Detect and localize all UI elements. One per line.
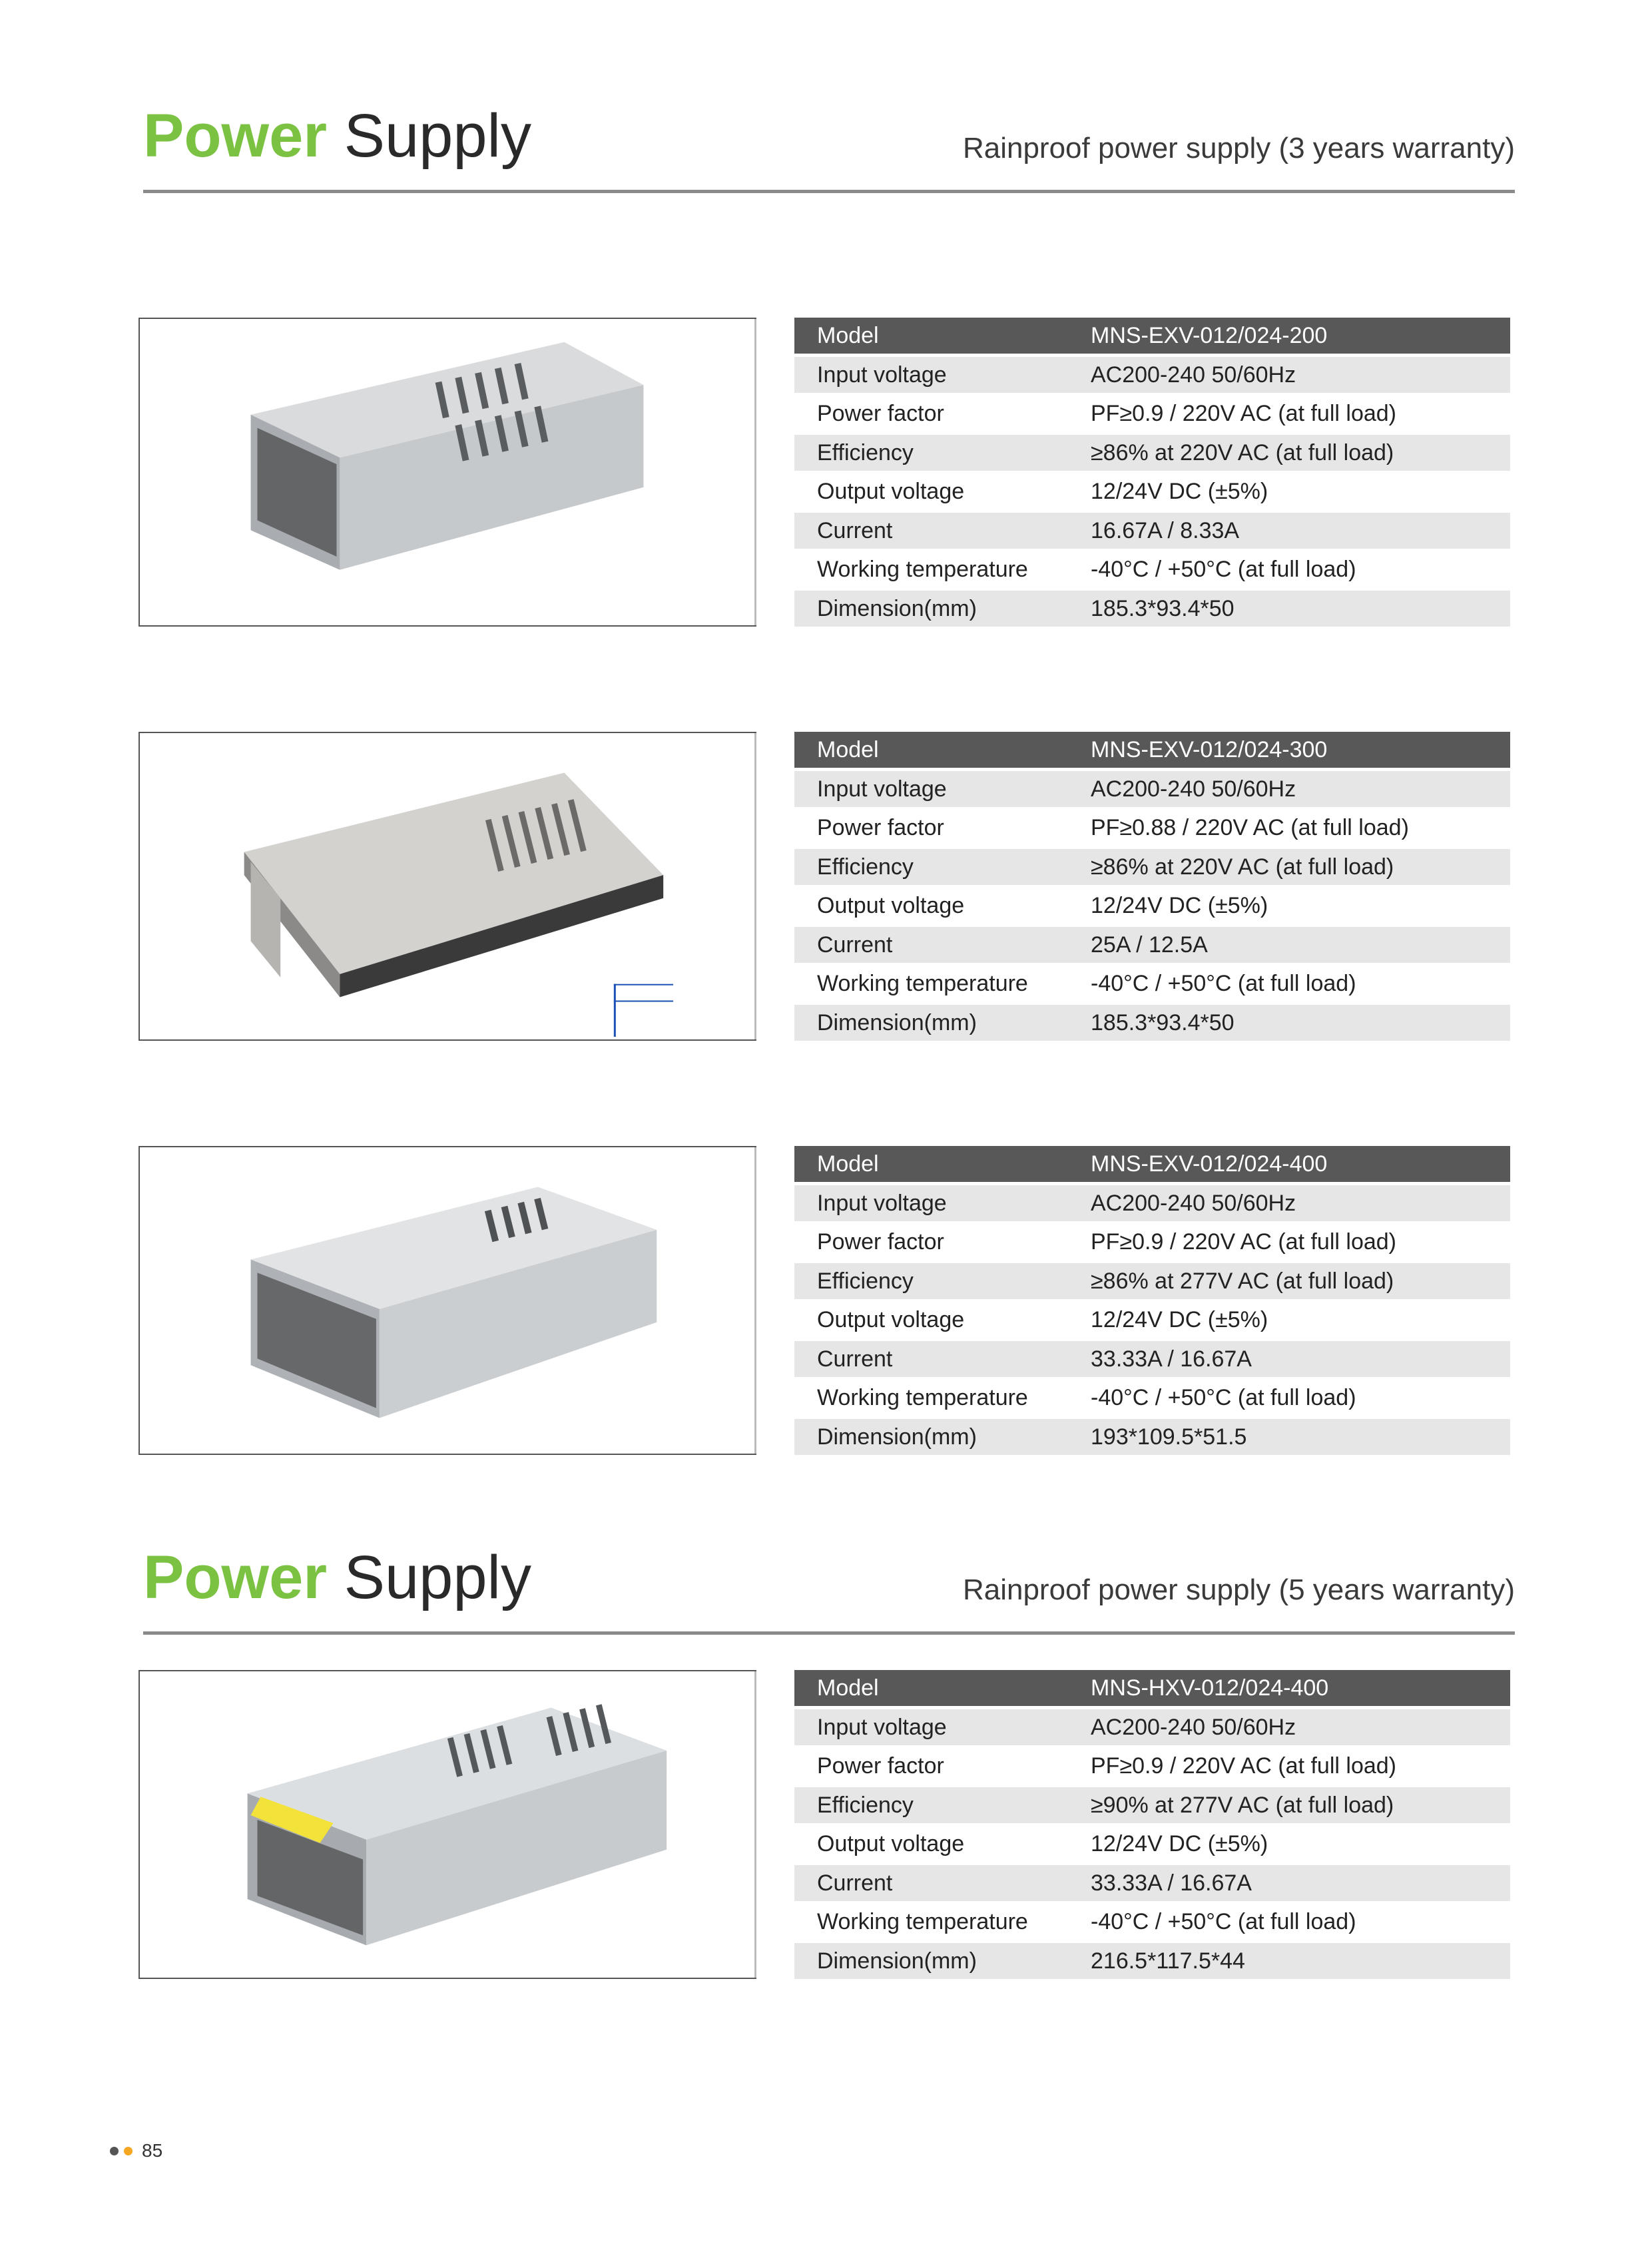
spec-row	[794, 591, 1510, 630]
spec-value: ≥86% at 220V AC (at full load)	[1091, 435, 1510, 471]
spec-row	[794, 1419, 1510, 1458]
spec-row	[794, 1943, 1510, 1982]
spec-row	[794, 888, 1510, 927]
spec-value: PF≥0.9 / 220V AC (at full load)	[1091, 396, 1510, 431]
spec-label: Working temperature	[794, 1904, 1091, 1940]
spec-value: 12/24V DC (±5%)	[1091, 1302, 1510, 1338]
power-supply-image	[140, 1671, 756, 1978]
spec-row	[794, 771, 1510, 810]
spec-row	[794, 966, 1510, 1005]
spec-label: Output voltage	[794, 1826, 1091, 1862]
spec-label: Model	[794, 1670, 1091, 1706]
spec-row	[794, 927, 1510, 966]
product-photo-frame	[138, 732, 756, 1041]
spec-value: PF≥0.9 / 220V AC (at full load)	[1091, 1224, 1510, 1260]
spec-label: Model	[794, 1146, 1091, 1182]
spec-label: Current	[794, 1865, 1091, 1901]
power-supply-image	[140, 1147, 756, 1454]
spec-value: 25A / 12.5A	[1091, 927, 1510, 963]
spec-label: Power factor	[794, 1224, 1091, 1260]
spec-row	[794, 1826, 1510, 1865]
footer-dot-icon	[124, 2147, 133, 2155]
spec-label: Dimension(mm)	[794, 591, 1091, 627]
spec-value: ≥90% at 277V AC (at full load)	[1091, 1787, 1510, 1823]
spec-label: Output voltage	[794, 1302, 1091, 1338]
spec-table	[794, 732, 1510, 1043]
spec-row	[794, 1263, 1510, 1302]
spec-value: -40°C / +50°C (at full load)	[1091, 1904, 1510, 1940]
spec-row	[794, 1670, 1510, 1709]
spec-row	[794, 849, 1510, 888]
spec-label: Working temperature	[794, 551, 1091, 587]
title-rest: Supply	[344, 102, 531, 170]
spec-value: -40°C / +50°C (at full load)	[1091, 551, 1510, 587]
product-card-300	[138, 732, 1510, 1045]
spec-label: Dimension(mm)	[794, 1943, 1091, 1979]
spec-row	[794, 1224, 1510, 1263]
spec-row	[794, 1748, 1510, 1787]
title-rest: Supply	[344, 1543, 531, 1611]
spec-label: Model	[794, 732, 1091, 768]
spec-label: Efficiency	[794, 849, 1091, 885]
title-accent: Power	[143, 102, 328, 170]
spec-row	[794, 1787, 1510, 1826]
product-card-400	[138, 1146, 1510, 1459]
spec-value: ≥86% at 277V AC (at full load)	[1091, 1263, 1510, 1299]
spec-row	[794, 1185, 1510, 1225]
spec-label: Input voltage	[794, 1709, 1091, 1745]
spec-value: 193*109.5*51.5	[1091, 1419, 1510, 1455]
spec-label: Input voltage	[794, 771, 1091, 807]
section-header-3yr	[143, 93, 1515, 193]
spec-value: 12/24V DC (±5%)	[1091, 1826, 1510, 1862]
spec-row	[794, 1904, 1510, 1943]
spec-label: Working temperature	[794, 1380, 1091, 1416]
spec-label: Dimension(mm)	[794, 1005, 1091, 1041]
spec-label: Output voltage	[794, 473, 1091, 509]
page-number: 85	[142, 2140, 163, 2161]
spec-row	[794, 1302, 1510, 1341]
spec-value: 216.5*117.5*44	[1091, 1943, 1510, 1979]
spec-row	[794, 396, 1510, 435]
spec-label: Dimension(mm)	[794, 1419, 1091, 1455]
spec-value: AC200-240 50/60Hz	[1091, 1185, 1510, 1221]
spec-value: 33.33A / 16.67A	[1091, 1865, 1510, 1901]
section-title	[143, 1543, 531, 1611]
spec-table	[794, 1146, 1510, 1458]
section-divider	[143, 1631, 1515, 1635]
spec-row	[794, 1380, 1510, 1419]
spec-label: Input voltage	[794, 1185, 1091, 1221]
spec-table	[794, 318, 1510, 629]
spec-value: 12/24V DC (±5%)	[1091, 473, 1510, 509]
section-divider	[143, 190, 1515, 193]
footer-dot-icon	[110, 2147, 119, 2155]
spec-row	[794, 1146, 1510, 1185]
spec-value: MNS-EXV-012/024-400	[1091, 1146, 1510, 1182]
spec-row	[794, 435, 1510, 474]
spec-label: Efficiency	[794, 1263, 1091, 1299]
section-header-5yr	[143, 1535, 1515, 1635]
spec-row	[794, 473, 1510, 513]
spec-row	[794, 1341, 1510, 1380]
spec-label: Power factor	[794, 810, 1091, 846]
section-subtitle: Rainproof power supply (5 years warranty)	[962, 1573, 1515, 1606]
spec-label: Efficiency	[794, 1787, 1091, 1823]
product-photo-frame	[138, 1670, 756, 1979]
title-accent: Power	[143, 1543, 328, 1611]
spec-row	[794, 1865, 1510, 1904]
spec-label: Current	[794, 513, 1091, 549]
spec-value: MNS-EXV-012/024-200	[1091, 318, 1510, 354]
spec-row	[794, 1005, 1510, 1044]
spec-row	[794, 357, 1510, 396]
power-supply-image	[140, 319, 756, 625]
spec-value: -40°C / +50°C (at full load)	[1091, 1380, 1510, 1416]
spec-row	[794, 551, 1510, 591]
spec-value: AC200-240 50/60Hz	[1091, 771, 1510, 807]
product-card-200	[138, 318, 1510, 631]
spec-value: PF≥0.9 / 220V AC (at full load)	[1091, 1748, 1510, 1784]
spec-value: 185.3*93.4*50	[1091, 591, 1510, 627]
product-photo-frame	[138, 1146, 756, 1455]
spec-label: Power factor	[794, 396, 1091, 431]
spec-table	[794, 1670, 1510, 1982]
spec-label: Current	[794, 927, 1091, 963]
spec-value: 33.33A / 16.67A	[1091, 1341, 1510, 1377]
spec-value: -40°C / +50°C (at full load)	[1091, 966, 1510, 1001]
spec-label: Output voltage	[794, 888, 1091, 924]
spec-row	[794, 513, 1510, 552]
spec-row	[794, 1709, 1510, 1749]
spec-label: Model	[794, 318, 1091, 354]
spec-value: 185.3*93.4*50	[1091, 1005, 1510, 1041]
spec-label: Current	[794, 1341, 1091, 1377]
spec-row	[794, 732, 1510, 771]
spec-value: PF≥0.88 / 220V AC (at full load)	[1091, 810, 1510, 846]
power-supply-image	[140, 733, 756, 1039]
spec-label: Working temperature	[794, 966, 1091, 1001]
product-card-hxv-400	[138, 1670, 1510, 1983]
spec-label: Input voltage	[794, 357, 1091, 393]
spec-value: ≥86% at 220V AC (at full load)	[1091, 849, 1510, 885]
spec-value: AC200-240 50/60Hz	[1091, 1709, 1510, 1745]
spec-value: 16.67A / 8.33A	[1091, 513, 1510, 549]
spec-label: Efficiency	[794, 435, 1091, 471]
spec-value: MNS-EXV-012/024-300	[1091, 732, 1510, 768]
spec-value: MNS-HXV-012/024-400	[1091, 1670, 1510, 1706]
section-subtitle: Rainproof power supply (3 years warranty)	[962, 132, 1515, 164]
page-footer	[110, 2137, 162, 2164]
spec-value: AC200-240 50/60Hz	[1091, 357, 1510, 393]
spec-label: Power factor	[794, 1748, 1091, 1784]
spec-value: 12/24V DC (±5%)	[1091, 888, 1510, 924]
product-photo-frame	[138, 318, 756, 627]
spec-row	[794, 810, 1510, 849]
section-title	[143, 102, 531, 170]
spec-row	[794, 318, 1510, 357]
